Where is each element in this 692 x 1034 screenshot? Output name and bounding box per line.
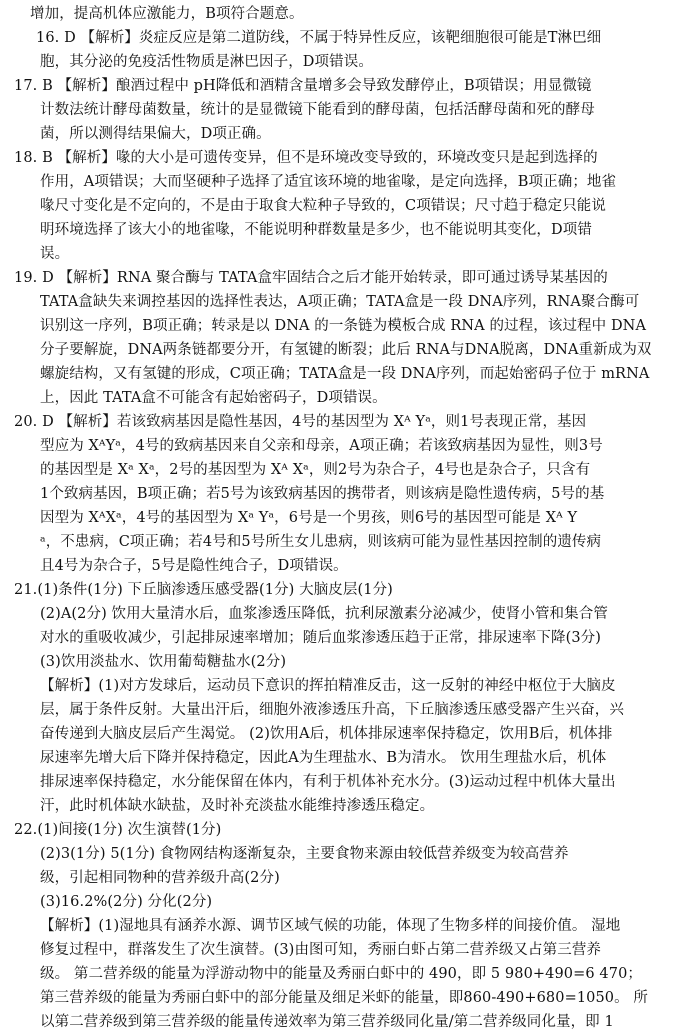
text-line: 明环境选择了该大小的地雀喙，不能说明种群数量是多少，也不能说明其变化，D项错 xyxy=(40,222,592,238)
text-line: 尿速率先增大后下降并保持稳定，因此A为生理盐水、B为清水。 饮用生理盐水后，机体 xyxy=(40,750,607,766)
text-line: 胞，其分泌的免疫活性物质是淋巴因子，D项错误。 xyxy=(40,54,373,70)
text-line: 级，引起相同物种的营养级升高(2分) xyxy=(40,870,280,886)
text-line: 以第二营养级到第三营养级的能量传递效率为第三营养级同化量/第二营养级同化量，即 1 xyxy=(40,1014,614,1030)
text-line: 汗，此时机体缺水缺盐，及时补充淡盐水能维持渗透压稳定。 xyxy=(40,798,435,814)
text-line: 计数法统计酵母菌数量，统计的是显微镜下能看到的酵母菌，包括活酵母菌和死的酵母 xyxy=(40,102,595,118)
text-line: 误。 xyxy=(40,246,70,262)
text-line: 19. D 【解析】RNA 聚合酶与 TATA盒牢固结合之后才能开始转录，即可通过诱导某基因的 xyxy=(14,270,608,286)
text-line: (3)16.2%(2分) 分化(2分) xyxy=(40,894,213,910)
text-line: 第三营养级的能量为秀丽白虾中的部分能量及细足米虾的能量，即860-490+680=1050。 所 xyxy=(40,990,649,1006)
text-line: 修复过程中，群落发生了次生演替。(3)由图可知，秀丽白虾占第二营养级又占第三营养 xyxy=(40,942,602,958)
text-line: 对水的重吸收减少，引起排尿速率增加；随后血浆渗透压趋于正常，排尿速率下降(3分) xyxy=(40,630,602,646)
text-line: 作用，A项错误；大而坚硬种子选择了适宜该环境的地雀喙，是定向选择，B项正确；地雀 xyxy=(40,174,617,190)
text-line: 的基因型是 Xᵃ Xᵃ，2号的基因型为 Xᴬ Xᵃ，则2号为杂合子，4号也是杂合子，只含有 xyxy=(40,462,591,478)
text-line: 因型为 XᴬXᵃ，4号的基因型为 Xᵃ Yᵃ，6号是一个男孩，则6号的基因型可能是 Xᴬ Y xyxy=(40,510,578,526)
text-line: 20. D 【解析】若该致病基因是隐性基因，4号的基因型为 Xᴬ Yᵃ，则1号表现正常，基因 xyxy=(14,414,587,430)
text-line: 型应为 XᴬYᵃ，4号的致病基因来自父亲和母亲，A项正确；若该致病基因为显性，则3号 xyxy=(40,438,603,454)
text-line: 21.(1)条件(1分) 下丘脑渗透压感受器(1分) 大脑皮层(1分) xyxy=(14,582,393,598)
text-line: 16. D 【解析】炎症反应是第二道防线，不属于特异性反应，该靶细胞很可能是T淋巴细 xyxy=(36,30,602,46)
text-line: 喙尺寸变化是不定向的，不是由于取食大粒种子导致的，C项错误；尺寸趋于稳定只能说 xyxy=(40,198,606,214)
text-line: 1个致病基因，B项正确；若5号为该致病基因的携带者，则该病是隐性遗传病，5号的基 xyxy=(40,486,605,502)
text-line: 识别这一序列，B项正确；转录是以 DNA 的一条链为模板合成 RNA 的过程，该过程中 DNA xyxy=(40,318,647,334)
text-line: 上，因此 TATA盒不可能含有起始密码子，D项错误。 xyxy=(40,390,387,406)
text-line: 17. B 【解析】酿酒过程中 pH降低和酒精含量增多会导致发酵停止，B项错误；用显微镜 xyxy=(14,78,592,94)
text-line: ᵃ，不患病，C项正确；若4号和5号所生女儿患病，则该病可能为显性基因控制的遗传病 xyxy=(40,534,602,550)
text-line: 奋传递到大脑皮层后产生渴觉。 (2)饮用A后，机体排尿速率保持稳定，饮用B后，机体排 xyxy=(40,726,613,742)
text-line: 【解析】(1)对方发球后，运动员下意识的挥拍精准反击，这一反射的神经中枢位于大脑皮 xyxy=(40,678,616,694)
text-line: (3)饮用淡盐水、饮用葡萄糖盐水(2分) xyxy=(40,654,287,670)
text-line: (2)A(2分) 饮用大量清水后，血浆渗透压降低，抗利尿激素分泌减少，使肾小管和集合管 xyxy=(40,606,608,622)
text-line: 且4号为杂合子，5号是隐性纯合子，D项错误。 xyxy=(40,558,348,574)
text-line: 22.(1)间接(1分) 次生演替(1分) xyxy=(14,822,222,838)
text-line: 分子要解旋，DNA两条链都要分开，有氢键的断裂；此后 RNA与DNA脱离，DNA重新成为双 xyxy=(40,342,652,358)
text-line: 【解析】(1)湿地具有涵养水源、调节区域气候的功能，体现了生物多样的间接价值。 湿地 xyxy=(40,918,621,934)
text-line: 增加，提高机体应激能力，B项符合题意。 xyxy=(30,6,304,22)
text-line: 菌，所以测得结果偏大，D项正确。 xyxy=(40,126,271,142)
text-line: 排尿速率保持稳定，水分能保留在体内，有利于机体补充水分。(3)运动过程中机体大量出 xyxy=(40,774,616,790)
text-line: 层，属于条件反射。大量出汗后，细胞外液渗透压升高，下丘脑渗透压感受器产生兴奋，兴 xyxy=(40,702,624,718)
text-line: 18. B 【解析】喙的大小是可遗传变异，但不是环境改变导致的，环境改变只是起到选择的 xyxy=(14,150,598,166)
text-line: 螺旋结构，又有氢键的形成，C项正确；TATA盒是一段 DNA序列，而起始密码子位于 mRNA xyxy=(40,366,650,382)
text-line: (2)3(1分) 5(1分) 食物网结构逐渐复杂，主要食物来源由较低营养级变为较高营养 xyxy=(40,846,569,862)
text-line: TATA盒缺失来调控基因的选择性表达，A项正确；TATA盒是一段 DNA序列，RNA聚合酶可 xyxy=(40,294,640,310)
text-line: 级。 第二营养级的能量为浮游动物中的能量及秀丽白虾中的 490，即 5 980+490=6 470； xyxy=(40,966,642,982)
